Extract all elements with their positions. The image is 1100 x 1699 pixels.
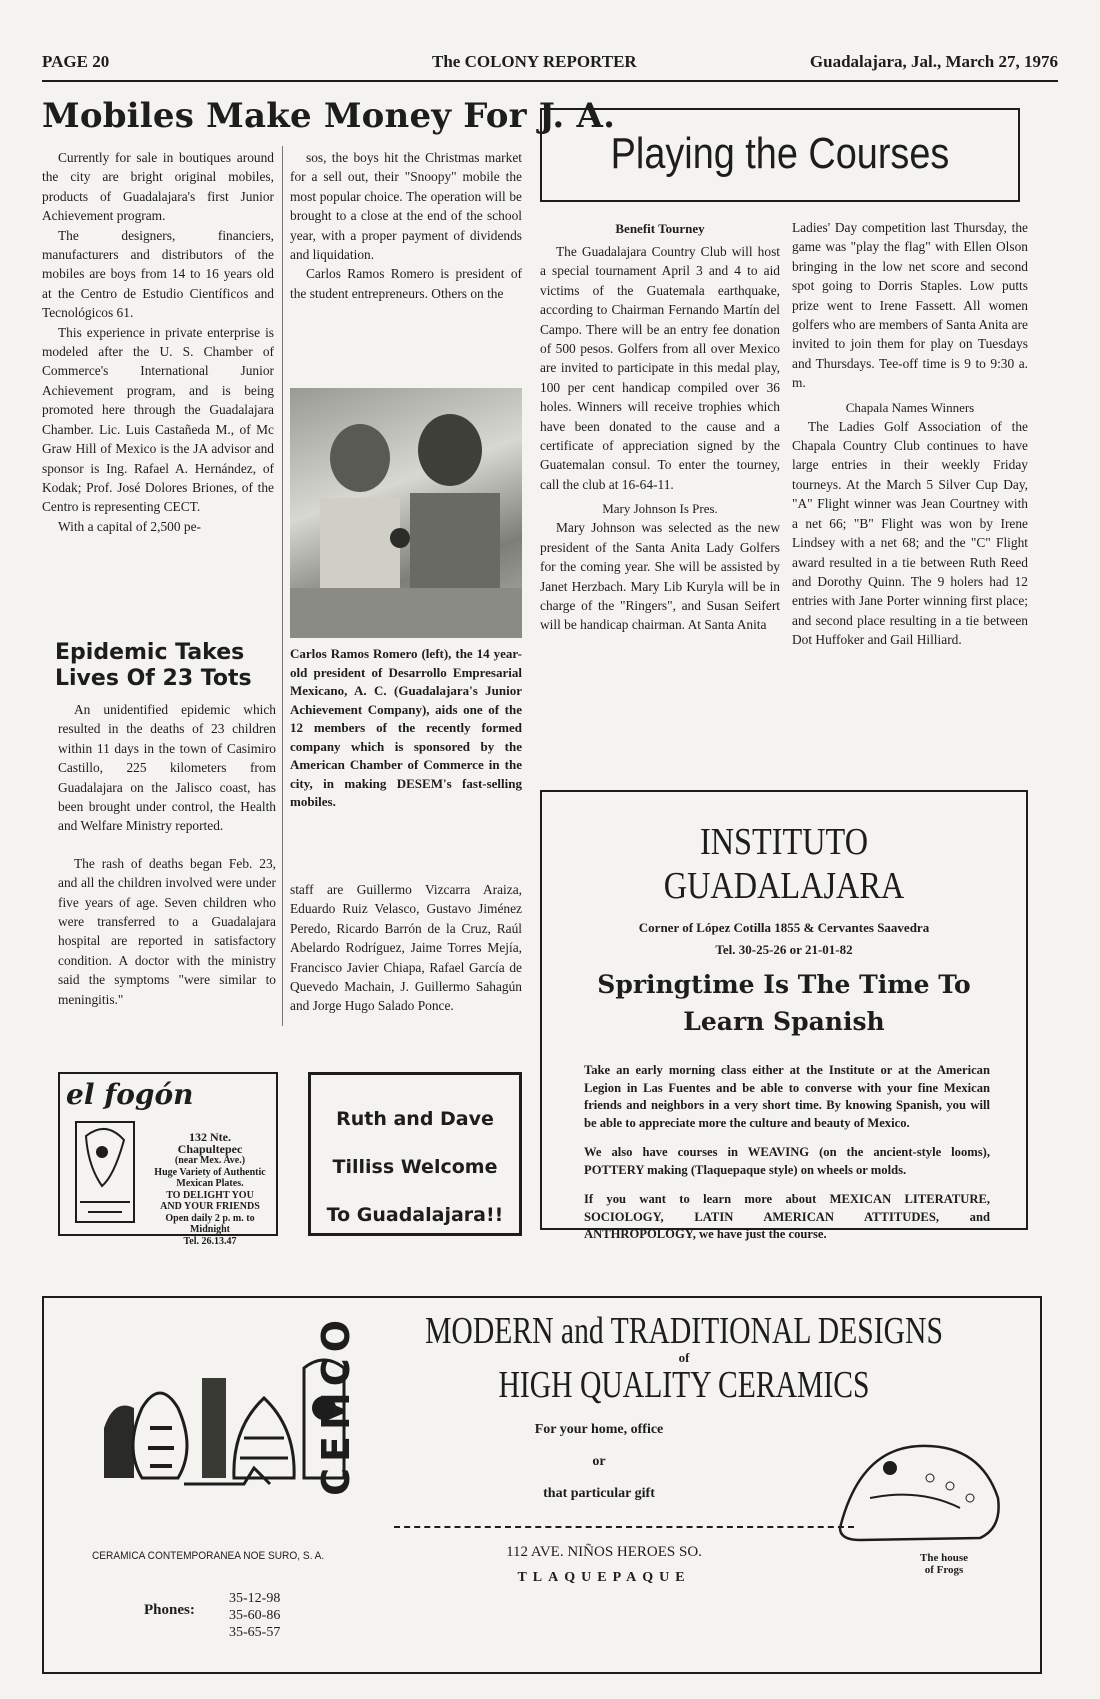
- mobiles-headline: Mobiles Make Money For J. A.: [42, 96, 616, 136]
- fogon-logo: el fogón: [66, 1078, 194, 1111]
- instituto-title: INSTITUTO GUADALAJARA: [663, 821, 905, 907]
- courses-column-1: [540, 220, 780, 635]
- instituto-slogan-1: Springtime Is The Time To: [597, 970, 971, 999]
- welcome-line: Tilliss Welcome: [332, 1156, 498, 1178]
- ceramica-city: TLAQUEPAQUE: [517, 1570, 691, 1585]
- paragraph: Currently for sale in boutiques around the city are bright original mobiles, products of Guadalajara's first Junior Achievement program.: [42, 150, 274, 224]
- paragraph: We also have courses in WEAVING (on the ancient-style looms), POTTERY making (Tlaquepaque style) on wheels or molds.: [584, 1145, 990, 1177]
- frog-caption-line: of Frogs: [924, 1564, 964, 1576]
- fogon-illustration: [66, 1116, 144, 1228]
- courses-column-2: [792, 218, 1028, 650]
- frog-icon: [830, 1428, 1010, 1548]
- dashed-divider: [394, 1526, 854, 1528]
- paragraph: An unidentified epidemic which resulted in the deaths of 23 children within 11 days in the town of Casimiro Castillo, 225 kilometers from Guadalajara on the Jalisco coast, has been brought under control, the Health and Welfare Ministry reported.: [58, 702, 276, 834]
- instituto-slogan-2: Learn Spanish: [683, 1007, 885, 1036]
- fogon-line: 132 Nte.: [189, 1130, 231, 1144]
- fogon-line: Midnight: [189, 1224, 230, 1235]
- headline-line: Epidemic Takes: [55, 640, 245, 665]
- dateline: Guadalajara, Jal., March 27, 1976: [809, 52, 1058, 71]
- phone-number: 35-12-98: [229, 1591, 281, 1606]
- frog-caption: [894, 1552, 994, 1576]
- courses-headline: Playing the Courses: [610, 129, 950, 178]
- welcome-line: Ruth and Dave: [336, 1108, 494, 1130]
- paragraph: This experience in private enterprise is modeled after the U. S. Chamber of Commerce's International Junior Achievement program, and is being promoted here through the Guadalajara Chamber. Lic. Luis Castañeda M., of Mc Graw Hill of Mexico is the JA advisor and sponsor is Ing. Rafael A. Hernández, of Kodak; Prof. José Dolores Briones, of the Centro is representing CECT.: [42, 324, 274, 515]
- fogon-line: Open daily 2 p. m. to: [165, 1212, 255, 1224]
- paragraph: The rash of deaths began Feb. 23, and all the children involved were under five years of age. Seven children who were transferred to a Guadalajara hospital are reported in satisfactory condition. A doctor with the ministry said the symptoms "were similar to meningitis.": [58, 855, 276, 1007]
- paragraph: Mary Johnson was selected as the new president of the Santa Anita Lady Golfers for the coming year. She will be assisted by Janet Herzbach. Mary Lib Kuryla will be in charge of the "Ringers", and Susan Seifert will be handicap chairman. At Santa Anita: [540, 520, 780, 633]
- fogon-details: [146, 1132, 274, 1247]
- mary-head: Mary Johnson Is Pres.: [602, 501, 718, 517]
- masthead-rule: [42, 80, 1058, 82]
- instituto-tel: Tel. 30-25-26 or 21-01-82: [715, 942, 853, 957]
- mobiles-column-1: [42, 148, 274, 536]
- photo-caption: Carlos Ramos Romero (left), the 14 year-old president of Desarrollo Empresarial Mexicano, A. C. (Guadalajara's Junior Achievement Company), aids one of the 12 members of the recently formed company which is sponsored by the American Chamber of Commerce in the city, in making DESEM's fast-selling mobiles.: [290, 646, 522, 809]
- fogon-line: Tel. 26.13.47: [183, 1235, 237, 1247]
- welcome-line: To Guadalajara!!: [326, 1204, 504, 1226]
- column-divider: [282, 146, 283, 1026]
- ceramica-address: 112 AVE. NIÑOS HEROES SO.: [506, 1544, 702, 1560]
- fogon-line: Mexican Plates.: [176, 1178, 244, 1189]
- chapala-body: [792, 417, 1028, 650]
- ceramica-ad: [42, 1296, 1042, 1674]
- paragraph: If you want to learn more about MEXICAN LITERATURE, SOCIOLOGY, LATIN AMERICAN ATTITUDES, and ANTHROPOLOGY, we have just the course.: [584, 1192, 990, 1241]
- paragraph: Take an early morning class either at the Institute or at the American Legion in Las Fuentes and be able to converse with your fine Mexican friends and neighbors in a very short time. By knowing Spanish, you will be able to appreciate more the culture and beauty of Mexico.: [584, 1063, 990, 1130]
- mobiles-column-2-continued: [290, 880, 522, 1016]
- photo-illustration: [290, 388, 522, 638]
- masthead: [42, 52, 1058, 76]
- paragraph: The designers, financiers, manufacturers and distributors of the mobiles are boys from 14 to 16 years old at the Centro de Estudio Científicos and Tecnológicos 61.: [42, 227, 274, 321]
- ceramica-for-line: For your home, office: [534, 1422, 664, 1437]
- paragraph: The Guadalajara Country Club will host a special tournament April 3 and 4 to aid victims of the Guatemala earthquake, according to Chairman Fernando Martín del Campo. There will be an entry fee donation of 500 pesos. Golfers from all over Mexico are invited to participate in this medal play, 100 per cent handicap compiled over 36 holes. Winners will receive trophies which have been donated to the cause and a certificate of appreciation signed by the Guatemalan consul. To enter the tourney, call the club at 16-64-11.: [540, 244, 780, 492]
- mary-body: [540, 518, 780, 634]
- fogon-line: Huge Variety of Authentic: [154, 1166, 266, 1178]
- welcome-ad: [308, 1072, 522, 1236]
- ladies-body: [792, 218, 1028, 393]
- paragraph: staff are Guillermo Vizcarra Araiza, Eduardo Ruiz Velasco, Gustavo Jiménez Peredo, Ricardo Barrón de la Cruz, Raúl Abelardo Rodríguez, Jaime Torres Mejía, Francisco Javier Chiapa, Rafael García de Quevedo Machain, J. Guillermo Sahagún and Jorge Hugo Salado Ponce.: [290, 882, 522, 1014]
- instituto-ad: [540, 790, 1028, 1241]
- instituto-address: Corner of López Cotilla 1855 & Cervantes Saavedra: [638, 920, 930, 935]
- fogon-line: (near Mex. Ave.): [174, 1155, 246, 1166]
- fogon-ad: [58, 1072, 278, 1247]
- mobiles-photo: [290, 388, 522, 638]
- phones-label: Phones:: [144, 1602, 195, 1618]
- benefit-body: [540, 242, 780, 494]
- page-number: PAGE 20: [42, 52, 110, 71]
- benefit-head: Benefit Tourney: [615, 221, 705, 236]
- mobiles-column-2: [290, 148, 522, 303]
- paragraph: With a capital of 2,500 pe-: [58, 518, 201, 534]
- ceramica-of: of: [678, 1350, 690, 1365]
- cemco-wordmark: CEMCO: [314, 1314, 358, 1496]
- paragraph: The Ladies Golf Association of the Chapala Country Club continues to have large entries in their weekly Friday tourneys. At the March 5 Silver Cup Day, "A" Flight winner was Jean Courtney with a net 66; "B" Flight was won by Irene Lindsey with a net 68; and the "C" Flight award resulted in a tie between Ruth Reed and Dorothy Quinn. The 9 holers had 12 entries with Jane Porter winning first place; and second place resulting in a tie between Dot Huffoker and Gail Hilliard.: [792, 418, 1028, 648]
- ceramica-headline-2: HIGH QUALITY CERAMICS: [498, 1364, 870, 1406]
- courses-headline-box: [540, 108, 1020, 202]
- fogon-line: TO DELIGHT YOU: [166, 1189, 254, 1201]
- chapala-head: Chapala Names Winners: [845, 399, 975, 415]
- ceramica-gift: that particular gift: [543, 1486, 655, 1501]
- fogon-line: Chapultepec: [177, 1141, 243, 1156]
- paper-name: The COLONY REPORTER: [432, 52, 637, 71]
- epidemic-headline: [55, 640, 285, 692]
- welcome-text: [311, 1109, 519, 1225]
- epidemic-body: [58, 700, 276, 1009]
- paragraph: Carlos Ramos Romero is president of the student entrepreneurs. Others on the: [290, 266, 522, 301]
- paragraph: sos, the boys hit the Christmas market for a sell out, their "Snoopy" mobile the most popular choice. The operation will be brought to a close at the end of the school year, with a proper payment of dividends and liquidation.: [290, 150, 522, 263]
- ceramica-headline-1: MODERN and TRADITIONAL DESIGNS: [425, 1310, 943, 1352]
- fogon-line: AND YOUR FRIENDS: [160, 1201, 260, 1212]
- frog-caption-line: The house: [920, 1552, 968, 1564]
- ceramica-company: CERAMICA CONTEMPORANEA NOE SURO, S. A.: [92, 1550, 325, 1562]
- phone-list: [229, 1590, 280, 1641]
- instituto-body: [584, 1062, 990, 1244]
- phone-number: 35-60-86: [229, 1608, 281, 1623]
- phone-number: 35-65-57: [229, 1625, 281, 1640]
- paragraph: Ladies' Day competition last Thursday, the game was "play the flag" with Ellen Olson bringing in the low net score and second spot going to Dorris Staples. Low putts prize went to Irene Fassett. All women golfers who are members of Santa Anita are invited to join them for play on Tuesdays and Thursdays. Tee-off time is 9 to 9:30 a. m.: [792, 220, 1028, 391]
- ceramica-or: or: [592, 1454, 606, 1469]
- headline-line: Lives Of 23 Tots: [55, 666, 252, 691]
